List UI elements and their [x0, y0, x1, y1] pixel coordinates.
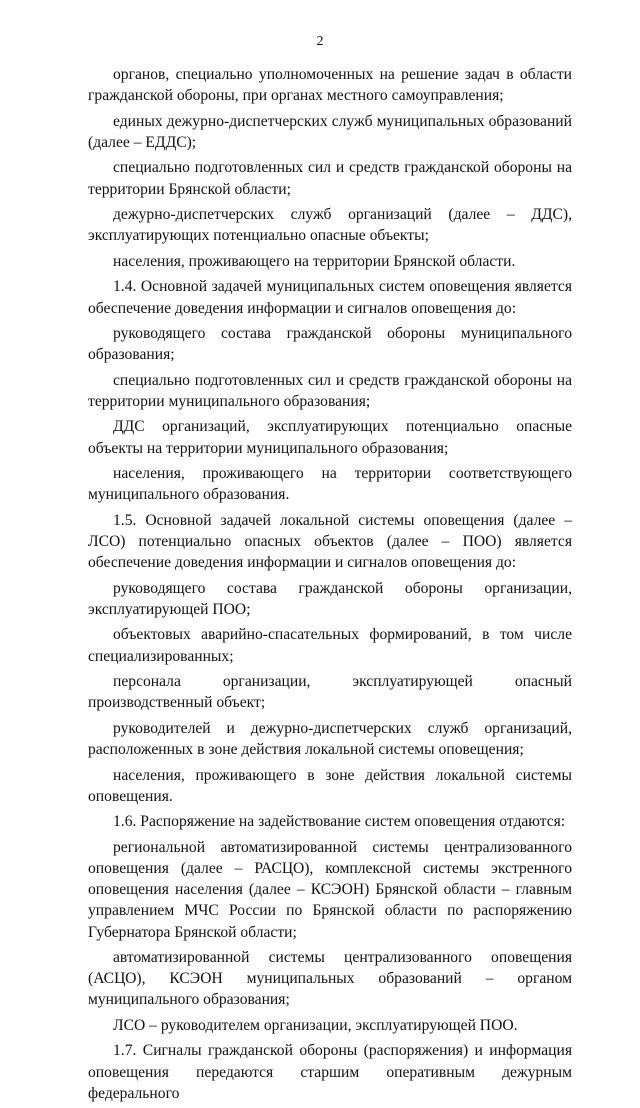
paragraph: ЛСО – руководителем организации, эксплуатирующей ПОО. — [113, 1016, 518, 1034]
paragraph: 1.4. Основной задачей муниципальных систем оповещения является обеспечение доведения информации и сигналов оповещения до: — [88, 278, 572, 317]
paragraph: единых дежурно-диспетчерских служб муниципальных образований (далее – ЕДДС); — [88, 112, 572, 151]
paragraph: региональной автоматизированной системы централизованного оповещения (далее – РАСЦО), комплексной системы экстренного оповещения населения (далее – КСЭОН) Брянской области – главным управлением МЧС России по Брянской области по распоряжению Губернатора Брянской области; — [88, 838, 572, 941]
paragraph: органов, специально уполномоченных на решение задач в области гражданской обороны, при органах местного самоуправления; — [88, 66, 572, 105]
paragraph: персонала организации, эксплуатирующей опасный производственный объект; — [88, 673, 572, 712]
paragraph: населения, проживающего на территории соответствующего муниципального образования. — [88, 465, 572, 504]
document-body — [88, 64, 572, 1108]
paragraph: 1.6. Распоряжение на задействование систем оповещения отдаются: — [113, 813, 566, 831]
paragraph: 1.5. Основной задачей локальной системы оповещения (далее – ЛСО) потенциально опасных объектов (далее – ПОО) является обеспечение доведения информации и сигналов оповещения до: — [88, 511, 572, 572]
paragraph: специально подготовленных сил и средств гражданской обороны на территории муниципального образования; — [88, 371, 572, 410]
page-number: 2 — [316, 34, 324, 49]
paragraph: руководящего состава гражданской обороны муниципального образования; — [88, 325, 572, 364]
paragraph: автоматизированной системы централизованного оповещения (АСЦО), КСЭОН муниципальных образований – органом муниципального образования; — [88, 949, 572, 1009]
paragraph: ДДС организаций, эксплуатирующих потенциально опасные объекты на территории муниципального образования; — [88, 418, 572, 457]
paragraph: специально подготовленных сил и средств гражданской обороны на территории Брянской области; — [88, 159, 572, 198]
paragraph: руководящего состава гражданской обороны организации, эксплуатирующей ПОО; — [88, 579, 572, 618]
paragraph: 1.7. Сигналы гражданской обороны (распоряжения) и информация оповещения передаются старшим оперативным дежурным федерального — [88, 1042, 572, 1102]
paragraph: объектовых аварийно-спасательных формирований, в том числе специализированных; — [88, 626, 572, 665]
paragraph: населения, проживающего на территории Брянской области. — [113, 252, 516, 270]
paragraph: руководителей и дежурно-диспетчерских служб организаций, расположенных в зоне действия локальной системы оповещения; — [88, 719, 572, 759]
paragraph: дежурно-диспетчерских служб организаций (далее – ДДС), эксплуатирующих потенциально опасные объекты; — [88, 206, 572, 245]
paragraph: населения, проживающего в зоне действия локальной системы оповещения. — [88, 766, 572, 805]
